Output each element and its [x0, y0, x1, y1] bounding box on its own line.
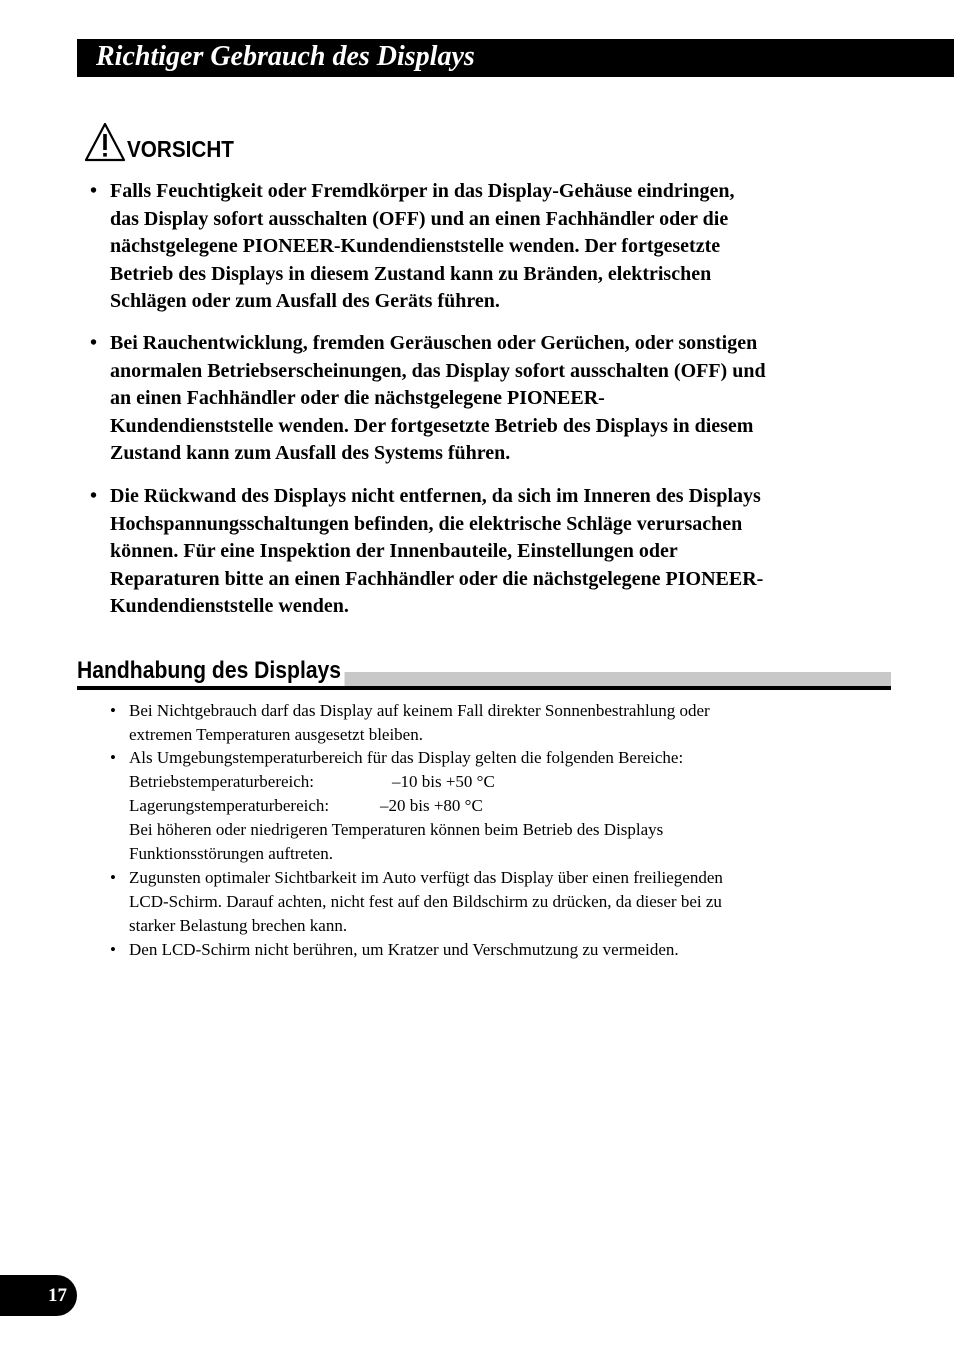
handling-heading-text: Handhabung des Displays — [77, 656, 345, 686]
handling-item-1-line: Bei Nichtgebrauch darf das Display auf keinem Fall direkter Sonnenbestrahlung oder — [129, 701, 710, 720]
caution-item-1-line: Falls Feuchtigkeit oder Fremdkörper in das Display-Gehäuse eindringen, — [110, 180, 735, 202]
caution-item-1-line: Schlägen oder zum Ausfall des Geräts führen. — [110, 290, 500, 312]
caution-item-1-line: nächstgelegene PIONEER-Kundendienststelle wenden. Der fortgesetzte — [110, 235, 721, 257]
section-title-bar — [77, 39, 954, 77]
caution-label: VORSICHT — [127, 136, 234, 162]
storage-temp-label: Lagerungstemperaturbereich: — [129, 796, 330, 815]
handling-item-2-line: Funktionsstörungen auftreten. — [129, 844, 333, 863]
handling-item-2-line: Bei höheren oder niedrigeren Temperaturen können beim Betrieb des Displays — [129, 820, 664, 839]
operating-temp-label: Betriebstemperaturbereich: — [129, 772, 315, 791]
caution-item-3-line: Reparaturen bitte an einen Fachhändler oder die nächstgelegene PIONEER- — [110, 567, 764, 590]
handling-section-heading — [77, 654, 891, 692]
heading-rule — [77, 686, 891, 690]
handling-item-2-intro: Als Umgebungstemperaturbereich für das Display gelten die folgenden Bereiche: — [129, 748, 684, 767]
caution-item-3-line: Kundendienststelle wenden. — [110, 595, 349, 617]
bullet-marker: • — [110, 940, 116, 959]
caution-item-2-line: anormalen Betriebserscheinungen, das Display sofort ausschalten (OFF) und — [110, 359, 766, 382]
bullet-marker: • — [110, 868, 116, 887]
caution-item-1-line: Betrieb des Displays in diesem Zustand kann zu Bränden, elektrischen — [110, 262, 712, 285]
page-title: Richtiger Gebrauch des Displays — [96, 41, 475, 72]
caution-item-3-line: Hochspannungsschaltungen befinden, die elektrische Schläge verursachen — [110, 512, 743, 535]
handling-item-3-line: Zugunsten optimaler Sichtbarkeit im Auto verfügt das Display über einen freiliegenden — [129, 868, 723, 887]
caution-item-3-line: Die Rückwand des Displays nicht entfernen, da sich im Inneren des Displays — [110, 485, 761, 507]
page-number-tab — [0, 1275, 77, 1316]
handling-item-1-line: extremen Temperaturen ausgesetzt bleiben. — [129, 725, 423, 744]
bullet-marker: • — [110, 701, 116, 720]
caution-item-1-line: das Display sofort ausschalten (OFF) und an einen Fachhändler oder die — [110, 207, 729, 230]
caution-item-2-line: Zustand kann zum Ausfall des Systems führen. — [110, 442, 511, 464]
operating-temp-value: –10 bis +50 °C — [392, 772, 495, 791]
handling-item-3-line: LCD-Schirm. Darauf achten, nicht fest auf den Bildschirm zu drücken, da dieser bei zu — [129, 892, 722, 911]
bullet-marker: • — [110, 748, 116, 767]
caution-item-2-line: Kundendienststelle wenden. Der fortgesetzte Betrieb des Displays in diesem — [110, 414, 754, 437]
handling-item-4-line: Den LCD-Schirm nicht berühren, um Kratzer und Verschmutzung zu vermeiden. — [129, 940, 679, 959]
bullet-marker: • — [90, 180, 98, 202]
caution-item-2-line: an einen Fachhändler oder die nächstgelegene PIONEER- — [110, 387, 605, 409]
page-number: 17 — [48, 1285, 67, 1306]
warning-triangle-icon — [84, 122, 126, 162]
bullet-marker: • — [90, 332, 98, 354]
handling-item-3-line: starker Belastung brechen kann. — [129, 916, 348, 935]
caution-item-3-line: können. Für eine Inspektion der Innenbauteile, Einstellungen oder — [110, 540, 678, 562]
caution-item-2-line: Bei Rauchentwicklung, fremden Geräuschen oder Gerüchen, oder sonstigen — [110, 332, 758, 354]
bullet-marker: • — [90, 485, 98, 507]
storage-temp-value: –20 bis +80 °C — [380, 796, 483, 815]
